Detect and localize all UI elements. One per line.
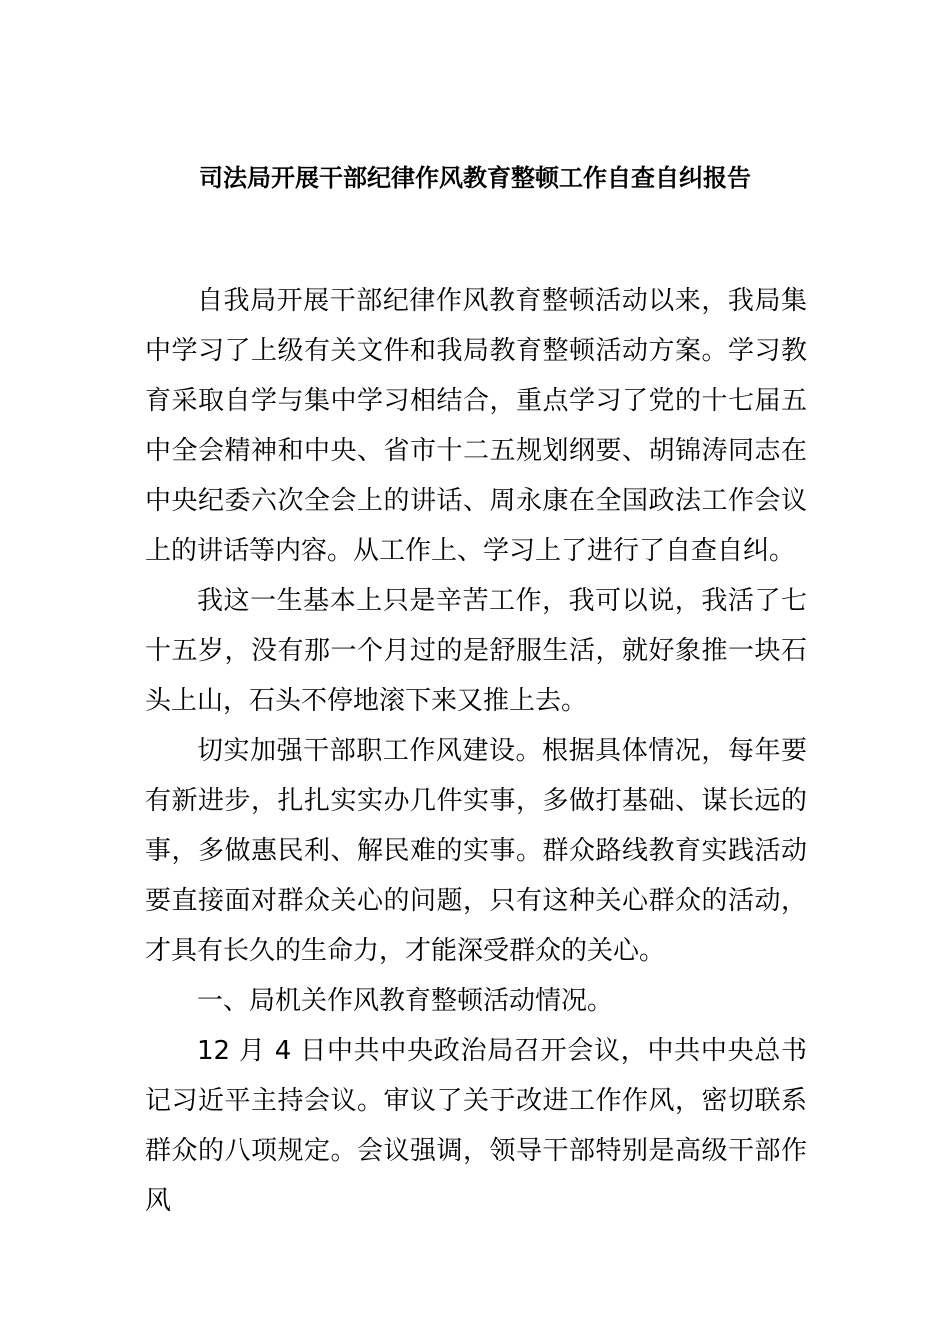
paragraph-work-style: 切实加强干部职工作风建设。根据具体情况，每年要有新进步，扎扎实实办几件实事，多做打基础、谋长远的事，多做惠民利、解民难的实事。群众路线教育实践活动要直接面对群众关心的问题，只有这种关心群众的活动，才具有长久的生命力，才能深受群众的关心。 (145, 736, 807, 966)
section-heading-1: 一、局机关作风教育整顿活动情况。 (197, 986, 614, 1016)
paragraph-meeting: 12 月 4 日中共中央政治局召开会议，中共中央总书记习近平主持会议。审议了关于改进工作作风，密切联系群众的八项规定。会议强调，领导干部特别是高级干部作风 (145, 1036, 807, 1216)
document-title: 司法局开展干部纪律作风教育整顿工作自查自纠报告 (199, 164, 751, 192)
document-body (145, 276, 807, 1226)
paragraph-intro: 自我局开展干部纪律作风教育整顿活动以来，我局集中学习了上级有关文件和我局教育整顿活动方案。学习教育采取自学与集中学习相结合，重点学习了党的十七届五中全会精神和中央、省市十二五规划纲要、胡锦涛同志在中央纪委六次全会上的讲话、周永康在全国政法工作会议上的讲话等内容。从工作上、学习上了进行了自查自纠。 (145, 286, 807, 566)
paragraph-quote: 我这一生基本上只是辛苦工作，我可以说，我活了七十五岁，没有那一个月过的是舒服生活，就好象推一块石头上山，石头不停地滚下来又推上去。 (145, 586, 807, 716)
